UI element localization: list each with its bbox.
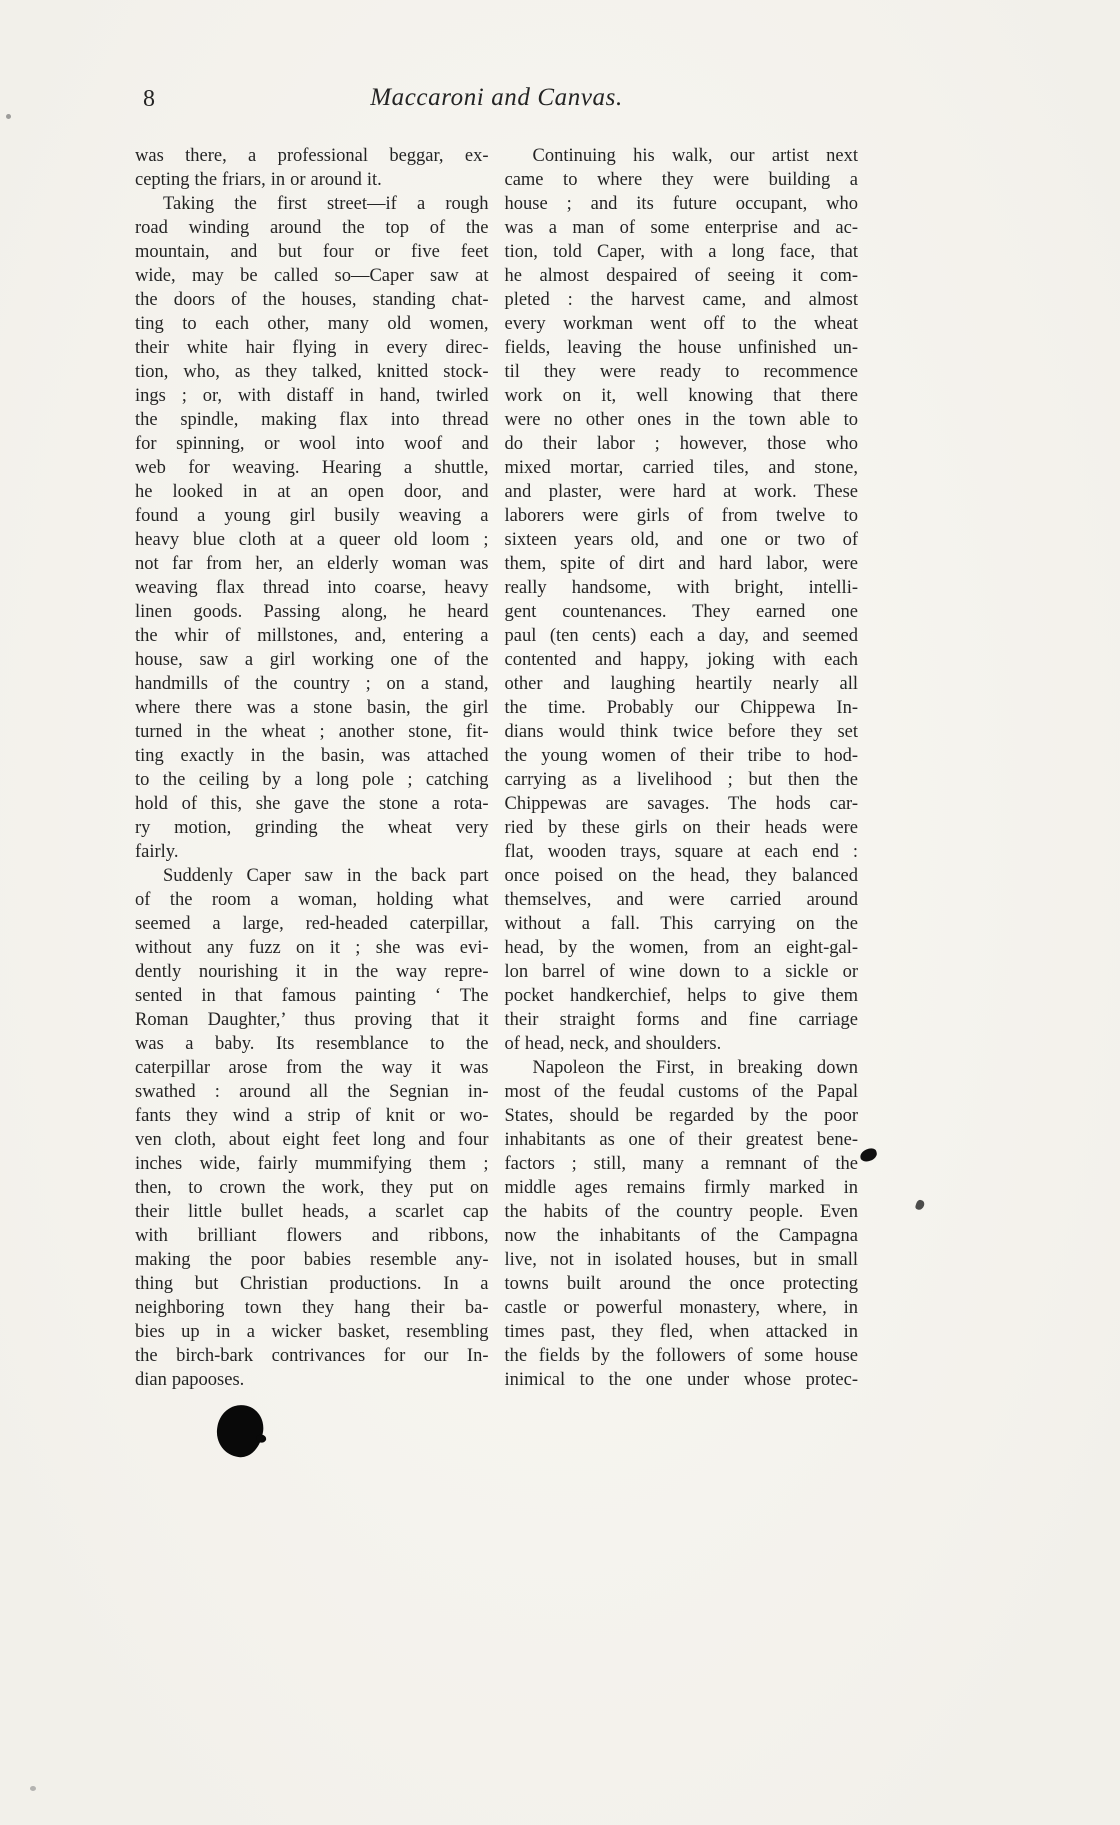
ink-blot <box>214 1402 266 1459</box>
text-line: and plaster, were hard at work. These <box>504 482 858 502</box>
text-line: tion, told Caper, with a long face, that <box>504 242 858 262</box>
text-line: mountain, and but four or five feet <box>135 242 489 262</box>
text-line: middle ages remains firmly marked in <box>504 1178 858 1198</box>
text-line: other and laughing heartily nearly all <box>504 674 858 694</box>
text-line: ried by these girls on their heads were <box>504 818 858 838</box>
text-line: live, not in isolated houses, but in small <box>504 1250 858 1270</box>
text-line: tion, who, as they talked, knitted stock- <box>135 362 489 382</box>
text-line: came to where they were building a <box>504 170 858 190</box>
ink-speck <box>30 1786 36 1791</box>
text-line: road winding around the top of the <box>135 218 489 238</box>
text-line: handmills of the country ; on a stand, <box>135 674 489 694</box>
text-line: them, spite of dirt and hard labor, were <box>504 554 858 574</box>
text-line: without any fuzz on it ; she was evi- <box>135 938 489 958</box>
text-line: then, to crown the work, they put on <box>135 1178 489 1198</box>
text-line: Suddenly Caper saw in the back part <box>163 866 489 886</box>
text-line: the young women of their tribe to hod- <box>504 746 858 766</box>
text-line: work on it, well knowing that there <box>504 386 858 406</box>
page-header <box>0 84 1120 118</box>
text-line: their straight forms and fine carriage <box>504 1010 858 1030</box>
text-line: house ; and its future occupant, who <box>504 194 858 214</box>
page-number: 8 <box>143 86 155 112</box>
text-line: every workman went off to the wheat <box>504 314 858 334</box>
text-line: inches wide, fairly mummifying them ; <box>135 1154 489 1174</box>
text-line: Roman Daughter,’ thus proving that it <box>135 1010 489 1030</box>
ink-speck <box>6 114 11 119</box>
text-line: of the room a woman, holding what <box>135 890 489 910</box>
text-line: paul (ten cents) each a day, and seemed <box>504 626 858 646</box>
text-line: house, saw a girl working one of the <box>135 650 489 670</box>
text-line: really handsome, with bright, intelli- <box>504 578 858 598</box>
text-line: ings ; or, with distaff in hand, twirled <box>135 386 489 406</box>
text-line: the time. Probably our Chippewa In- <box>504 698 858 718</box>
text-line: fields, leaving the house unfinished un- <box>504 338 858 358</box>
text-line: were no other ones in the town able to <box>504 410 858 430</box>
text-line: pocket handkerchief, helps to give them <box>504 986 858 1006</box>
text-line: sented in that famous painting ‘ The <box>135 986 489 1006</box>
text-line: gent countenances. They earned one <box>504 602 858 622</box>
text-line: seemed a large, red-headed caterpillar, <box>135 914 489 934</box>
text-line: fants they wind a strip of knit or wo- <box>135 1106 489 1126</box>
text-line: he almost despaired of seeing it com- <box>504 266 858 286</box>
text-line: themselves, and were carried around <box>504 890 858 910</box>
text-line: their little bullet heads, a scarlet cap <box>135 1202 489 1222</box>
text-line: not far from her, an elderly woman was <box>135 554 489 574</box>
text-line: linen goods. Passing along, he heard <box>135 602 489 622</box>
text-line: ven cloth, about eight feet long and four <box>135 1130 489 1150</box>
text-line: thing but Christian productions. In a <box>135 1274 489 1294</box>
text-line: bies up in a wicker basket, resembling <box>135 1322 489 1342</box>
text-line: head, by the women, from an eight-gal- <box>504 938 858 958</box>
text-line: the fields by the followers of some house <box>504 1346 858 1366</box>
text-line: hold of this, she gave the stone a rota- <box>135 794 489 814</box>
text-line: lon barrel of wine down to a sickle or <box>504 962 858 982</box>
text-line: ting to each other, many old women, <box>135 314 489 334</box>
text-line: Continuing his walk, our artist next <box>532 146 858 166</box>
text-line: castle or powerful monastery, where, in <box>504 1298 858 1318</box>
text-line: do their labor ; however, those who <box>504 434 858 454</box>
text-line: dian papooses. <box>135 1370 245 1390</box>
text-line: ry motion, grinding the wheat very <box>135 818 489 838</box>
text-line: Napoleon the First, in breaking down <box>532 1058 858 1078</box>
text-line: wide, may be called so—Caper saw at <box>135 266 489 286</box>
text-line: the whir of millstones, and, entering a <box>135 626 489 646</box>
text-line: once poised on the head, they balanced <box>504 866 858 886</box>
text-line: making the poor babies resemble any- <box>135 1250 489 1270</box>
text-line: the spindle, making flax into thread <box>135 410 489 430</box>
text-line: he looked in at an open door, and <box>135 482 489 502</box>
text-line: turned in the wheat ; another stone, fit- <box>135 722 489 742</box>
text-line: cepting the friars, in or around it. <box>135 170 382 190</box>
text-line: fairly. <box>135 842 179 862</box>
text-line: found a young girl busily weaving a <box>135 506 489 526</box>
text-line: laborers were girls of from twelve to <box>504 506 858 526</box>
text-line: the habits of the country people. Even <box>504 1202 858 1222</box>
text-line: Taking the first street—if a rough <box>163 194 489 214</box>
text-line: now the inhabitants of the Campagna <box>504 1226 858 1246</box>
text-line: dians would think twice before they set <box>504 722 858 742</box>
text-line: til they were ready to recommence <box>504 362 858 382</box>
text-line: inhabitants as one of their greatest bene- <box>504 1130 858 1150</box>
text-line: pleted : the harvest came, and almost <box>504 290 858 310</box>
text-line: where there was a stone basin, the girl <box>135 698 489 718</box>
left-column <box>135 144 489 1392</box>
text-line: was a man of some enterprise and ac- <box>504 218 858 238</box>
text-line: flat, wooden trays, square at each end : <box>504 842 858 862</box>
text-columns <box>0 144 1120 1392</box>
text-line: with brilliant flowers and ribbons, <box>135 1226 489 1246</box>
text-line: ting exactly in the basin, was attached <box>135 746 489 766</box>
text-line: Chippewas are savages. The hods car- <box>504 794 858 814</box>
text-line: neighboring town they hang their ba- <box>135 1298 489 1318</box>
text-line: for spinning, or wool into woof and <box>135 434 489 454</box>
text-line: dently nourishing it in the way repre- <box>135 962 489 982</box>
text-line: was a baby. Its resemblance to the <box>135 1034 489 1054</box>
text-line: was there, a professional beggar, ex- <box>135 146 489 166</box>
right-column <box>505 144 859 1392</box>
text-line: States, should be regarded by the poor <box>504 1106 858 1126</box>
text-line: carrying as a livelihood ; but then the <box>504 770 858 790</box>
text-line: to the ceiling by a long pole ; catching <box>135 770 489 790</box>
text-line: web for weaving. Hearing a shuttle, <box>135 458 489 478</box>
text-line: swathed : around all the Segnian in- <box>135 1082 489 1102</box>
text-line: towns built around the once protecting <box>504 1274 858 1294</box>
text-line: caterpillar arose from the way it was <box>135 1058 489 1078</box>
text-line: times past, they fled, when attacked in <box>504 1322 858 1342</box>
text-line: their white hair flying in every direc- <box>135 338 489 358</box>
text-line: weaving flax thread into coarse, heavy <box>135 578 489 598</box>
text-line: the birch-bark contrivances for our In- <box>135 1346 489 1366</box>
text-line: most of the feudal customs of the Papal <box>504 1082 858 1102</box>
page-title: Maccaroni and Canvas. <box>370 84 623 111</box>
text-line: of head, neck, and shoulders. <box>504 1034 722 1054</box>
text-line: mixed mortar, carried tiles, and stone, <box>504 458 858 478</box>
text-line: heavy blue cloth at a queer old loom ; <box>135 530 489 550</box>
text-line: sixteen years old, and one or two of <box>504 530 858 550</box>
text-line: without a fall. This carrying on the <box>504 914 858 934</box>
text-line: factors ; still, many a remnant of the <box>504 1154 858 1174</box>
text-line: the doors of the houses, standing chat- <box>135 290 489 310</box>
text-line: inimical to the one under whose protec- <box>504 1370 858 1390</box>
text-line: contented and happy, joking with each <box>504 650 858 670</box>
